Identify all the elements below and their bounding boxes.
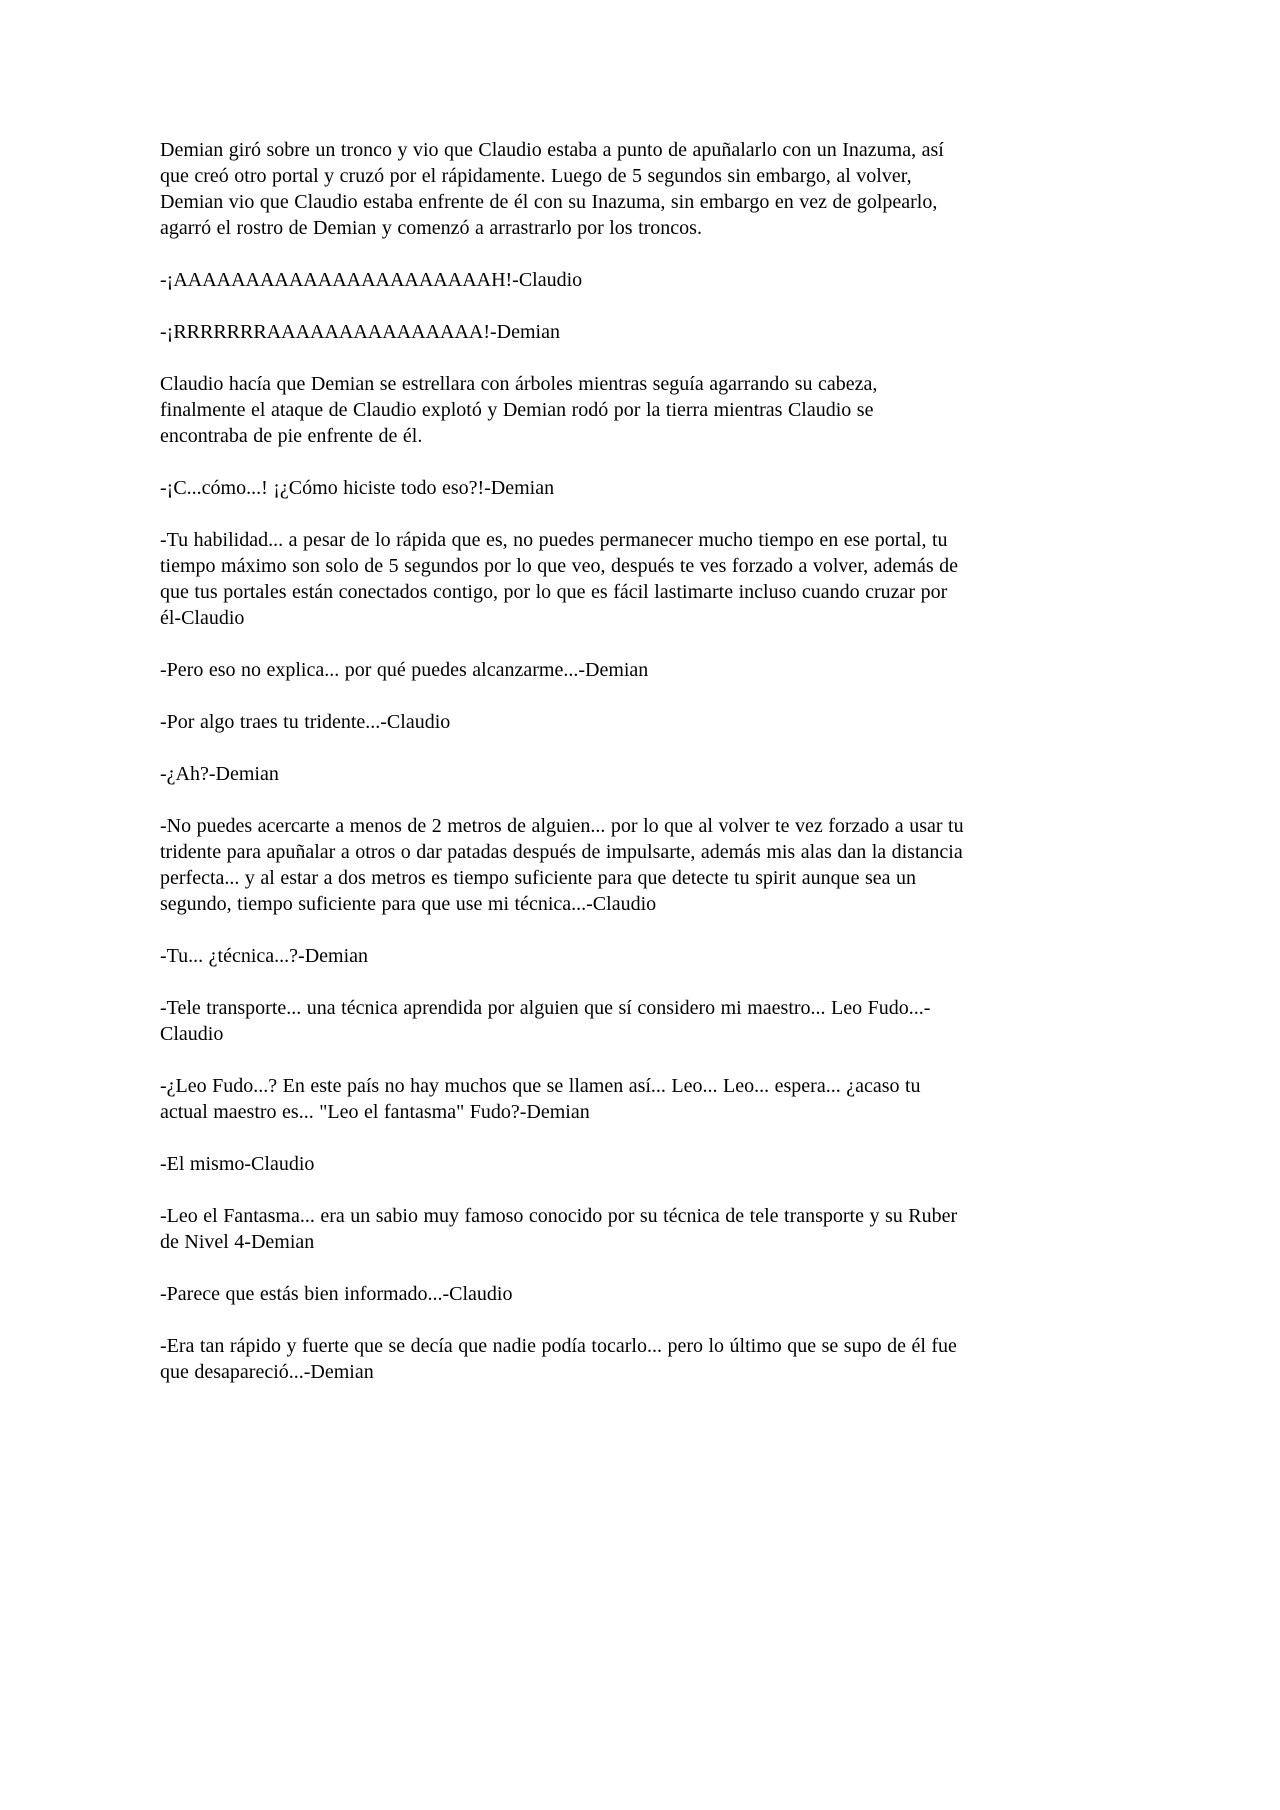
- paragraph-dialogue-claudio: -Tele transporte... una técnica aprendida por alguien que sí considero mi maestro... Leo Fudo...-Claudio: [160, 997, 931, 1045]
- paragraph-narration: Claudio hacía que Demian se estrellara con árboles mientras seguía agarrando su cabeza, finalmente el ataque de Claudio explotó y Demian rodó por la tierra mientras Claudio se encontraba de pie enfrente de él.: [160, 373, 878, 447]
- paragraph-dialogue-demian: -¡C...cómo...! ¡¿Cómo hiciste todo eso?!-Demian: [160, 477, 555, 499]
- paragraph-dialogue-demian: -¡RRRRRRRAAAAAAAAAAAAAAA!-Demian: [160, 321, 560, 343]
- paragraph-dialogue-claudio: -El mismo-Claudio: [160, 1153, 315, 1175]
- paragraph-dialogue-claudio: -Por algo traes tu tridente...-Claudio: [160, 711, 451, 733]
- paragraph-dialogue-claudio: -Tu habilidad... a pesar de lo rápida que es, no puedes permanecer mucho tiempo en ese portal, tu tiempo máximo son solo de 5 segundos por lo que veo, después te ves forzado a volver, además de que tus portales están conectados contigo, por lo que es fácil lastimarte incluso cuando cruzar por él-Claudio: [160, 529, 959, 629]
- paragraph-dialogue-demian: -¿Leo Fudo...? En este país no hay muchos que se llamen así... Leo... Leo... espera... ¿acaso tu actual maestro es... "Leo el fantasma" Fudo?-Demian: [160, 1075, 921, 1123]
- paragraph-dialogue-claudio: -¡AAAAAAAAAAAAAAAAAAAAAAH!-Claudio: [160, 269, 583, 291]
- paragraph-dialogue-demian: -Leo el Fantasma... era un sabio muy famoso conocido por su técnica de tele transporte y su Ruber de Nivel 4-Demian: [160, 1205, 958, 1253]
- paragraph-dialogue-claudio: -Parece que estás bien informado...-Claudio: [160, 1283, 513, 1305]
- paragraph-narration: Demian giró sobre un tronco y vio que Claudio estaba a punto de apuñalarlo con un Inazuma, así que creó otro portal y cruzó por el rápidamente. Luego de 5 segundos sin embargo, al volver, Demian vio que Claudio estaba enfrente de él con su Inazuma, sin embargo en vez de golpearlo, agarró el rostro de Demian y comenzó a arrastrarlo por los troncos.: [160, 139, 944, 239]
- paragraph-dialogue-demian: -Pero eso no explica... por qué puedes alcanzarme...-Demian: [160, 659, 649, 681]
- paragraph-dialogue-demian: -Era tan rápido y fuerte que se decía que nadie podía tocarlo... pero lo último que se supo de él fue que desapareció...-Demian: [160, 1335, 957, 1383]
- paragraph-dialogue-claudio: -No puedes acercarte a menos de 2 metros de alguien... por lo que al volver te vez forzado a usar tu tridente para apuñalar a otros o dar patadas después de impulsarte, además mis alas dan la distancia perfecta... y al estar a dos metros es tiempo suficiente para que detecte tu spirit aunque sea un segundo, tiempo suficiente para que use mi técnica...-Claudio: [160, 815, 964, 915]
- paragraph-dialogue-demian: -¿Ah?-Demian: [160, 763, 279, 785]
- paragraph-dialogue-demian: -Tu... ¿técnica...?-Demian: [160, 945, 369, 967]
